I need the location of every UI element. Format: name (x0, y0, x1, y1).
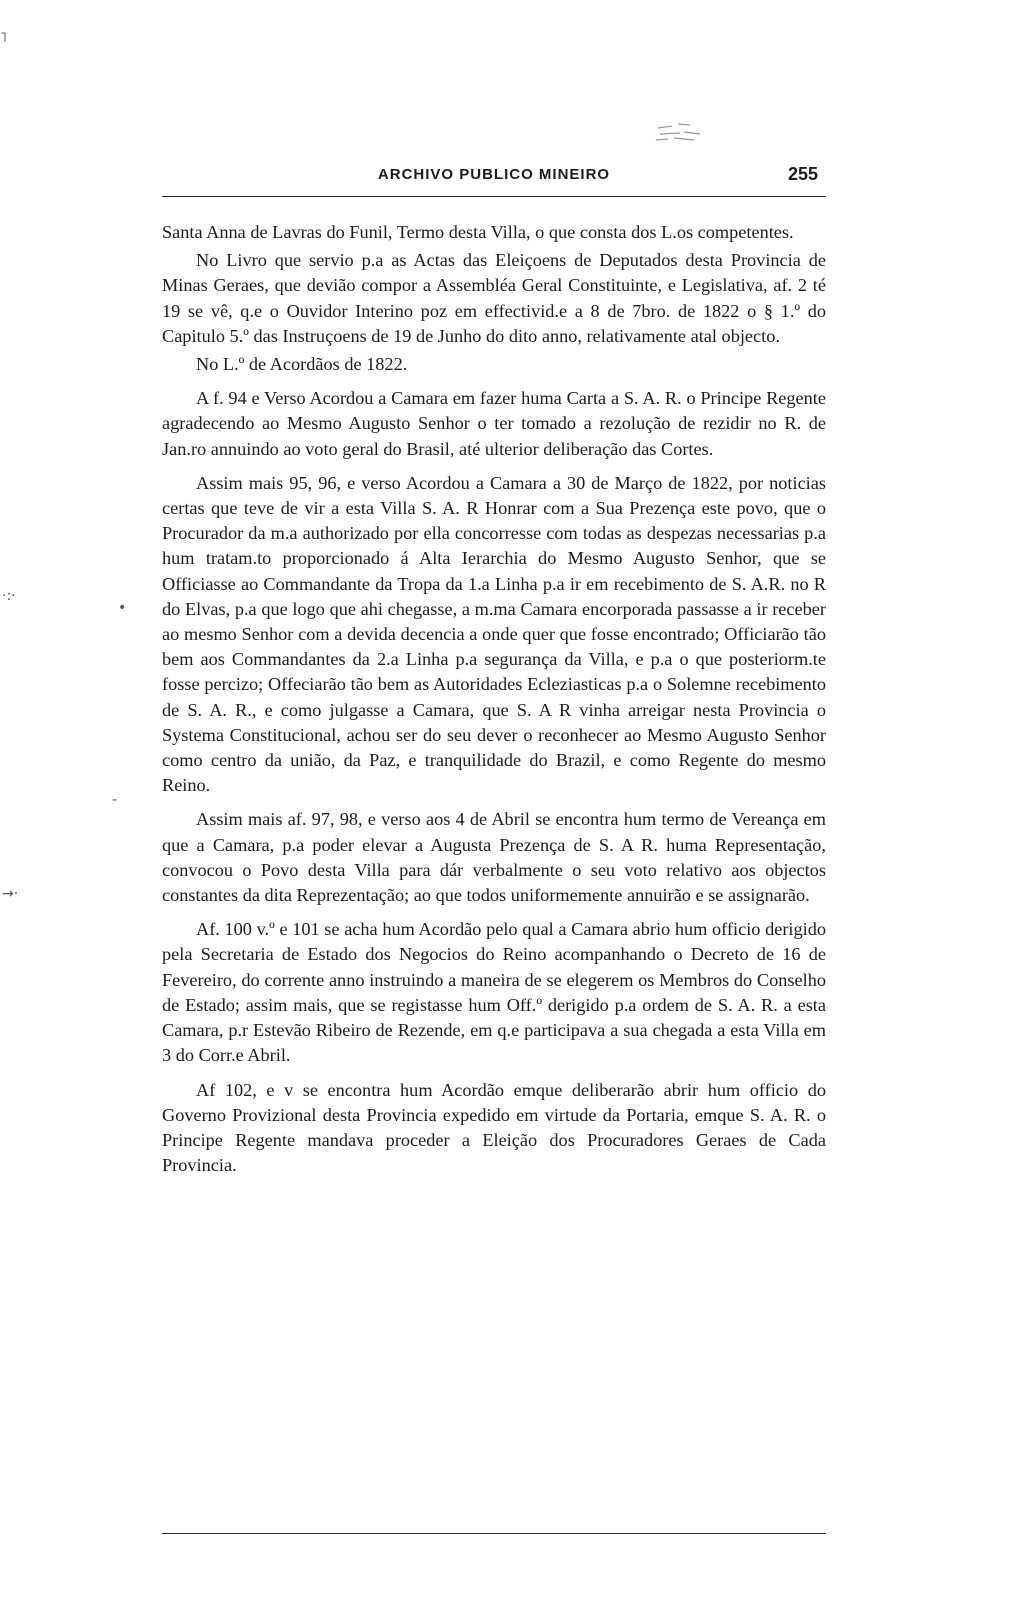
body-text (162, 220, 826, 1187)
page-number: 255 (787, 164, 818, 184)
paragraph-folha-95-96: Assim mais 95, 96, e verso Acordou a Camara a 30 de Março de 1822, por noticias certas que teve de vir a esta Villa S. A. R Honrar com a Sua Prezença este povo, que o Procurador da m.a authorizado por ella concorresse com todas as despezas necessarias p.a hum tratam.to proporcionado á Alta Ierarchia do Mesmo Augusto Senhor, que se Officiasse ao Commandante da Tropa da 1.a Linha p.a ir em recebimento de S. A.R. no R do Elvas, p.a que logo que ahi chegasse, a m.ma Camara encorporada passasse a ir receber ao mesmo Senhor com a devida decencia a onde quer que fosse encontrado; Officiarão tão bem aos Commandantes da 2.a Linha p.a segurança da Villa, e p.a o que posteriorm.te fosse percizo; Offeciarão tão bem as Autoridades Ecleziasticas p.a o Solemne recebimento de S. A. R., e como julgasse a Camara, que S. A R vinha arreigar nesta Provincia o Systema Constitucional, achou ser do seu dever o reconhecer ao Mesmo Augusto Senhor como centro da união, da Paz, e tranquilidade do Brazil, e como Regente do mesmo Reino. (162, 472, 826, 796)
running-header-title: ARCHIVO PUBLICO MINEIRO (377, 166, 611, 183)
margin-mark-left-dots: ·:· (2, 588, 16, 604)
paragraph-continuation: Santa Anna de Lavras do Funil, Termo desta Villa, o que consta dos L.os competentes. (162, 222, 794, 242)
margin-mark-dash-1: - (112, 792, 118, 808)
paragraph-folha-94: A f. 94 e Verso Acordou a Camara em fazer huma Carta a S. A. R. o Principe Regente agradecendo ao Mesmo Augusto Senhor o ter tomado a rezolução de rezidir no R. de Jan.ro annuindo ao voto geral do Brasil, até ulterior deliberação das Cortes. (162, 388, 826, 459)
scan-smudge-mark (650, 118, 720, 148)
running-header (162, 166, 826, 194)
margin-mark-corner: ˥ (0, 30, 7, 46)
paragraph-livro-actas: No Livro que servio p.a as Actas das Eleiçoens de Deputados desta Provincia de Minas Geraes, que devião compor a Assembléa Geral Constituinte, e Legislativa, af. 2 té 19 se vê, q.e o Ouvidor Interino poz em effectivid.e a 8 de 7bro. de 1822 o § 1.º do Capitulo 5.º das Instruçoens de 19 de Junho do dito anno, relativamente atal objecto. (162, 250, 826, 346)
paragraph-livro-acordaos: No L.º de Acordãos de 1822. (196, 354, 408, 375)
margin-mark-dot: • (118, 600, 127, 616)
header-rule (162, 196, 826, 197)
margin-mark-arrow: →· (2, 886, 19, 902)
paragraph-folha-97-98: Assim mais af. 97, 98, e verso aos 4 de Abril se encontra hum termo de Vereança em que a Camara, p.a poder elevar a Augusta Prezença de S. A R. huma Representação, convocou o Povo desta Villa para dár verbalmente o seu voto relativo aos objectos constantes da dita Reprezentação; ao que todos uniformemente annuirão e se assignarão. (162, 809, 826, 906)
footer-rule (162, 1533, 826, 1534)
paragraph-folha-102: Af 102, e v se encontra hum Acordão emque deliberarão abrir hum officio do Governo Provizional desta Provincia expedido em virtude da Portaria, emque S. A. R. o Principe Regente mandava proceder a Eleição dos Procuradores Geraes de Cada Provincia. (162, 1079, 826, 1176)
paragraph-folha-100-101: Af. 100 v.º e 101 se acha hum Acordão pelo qual a Camara abrio hum officio derigido pela Secretaria de Estado dos Negocios do Reino acompanhando o Decreto de 16 de Fevereiro, do corrente anno instruindo a maneira de se elegerem os Membros do Conselho de Estado; assim mais, que se registasse hum Off.º derigido p.a ordem de S. A. R. a esta Camara, p.r Estevão Ribeiro de Rezende, em q.e participava a sua chegada a esta Villa em 3 do Corr.e Abril. (162, 919, 826, 1066)
